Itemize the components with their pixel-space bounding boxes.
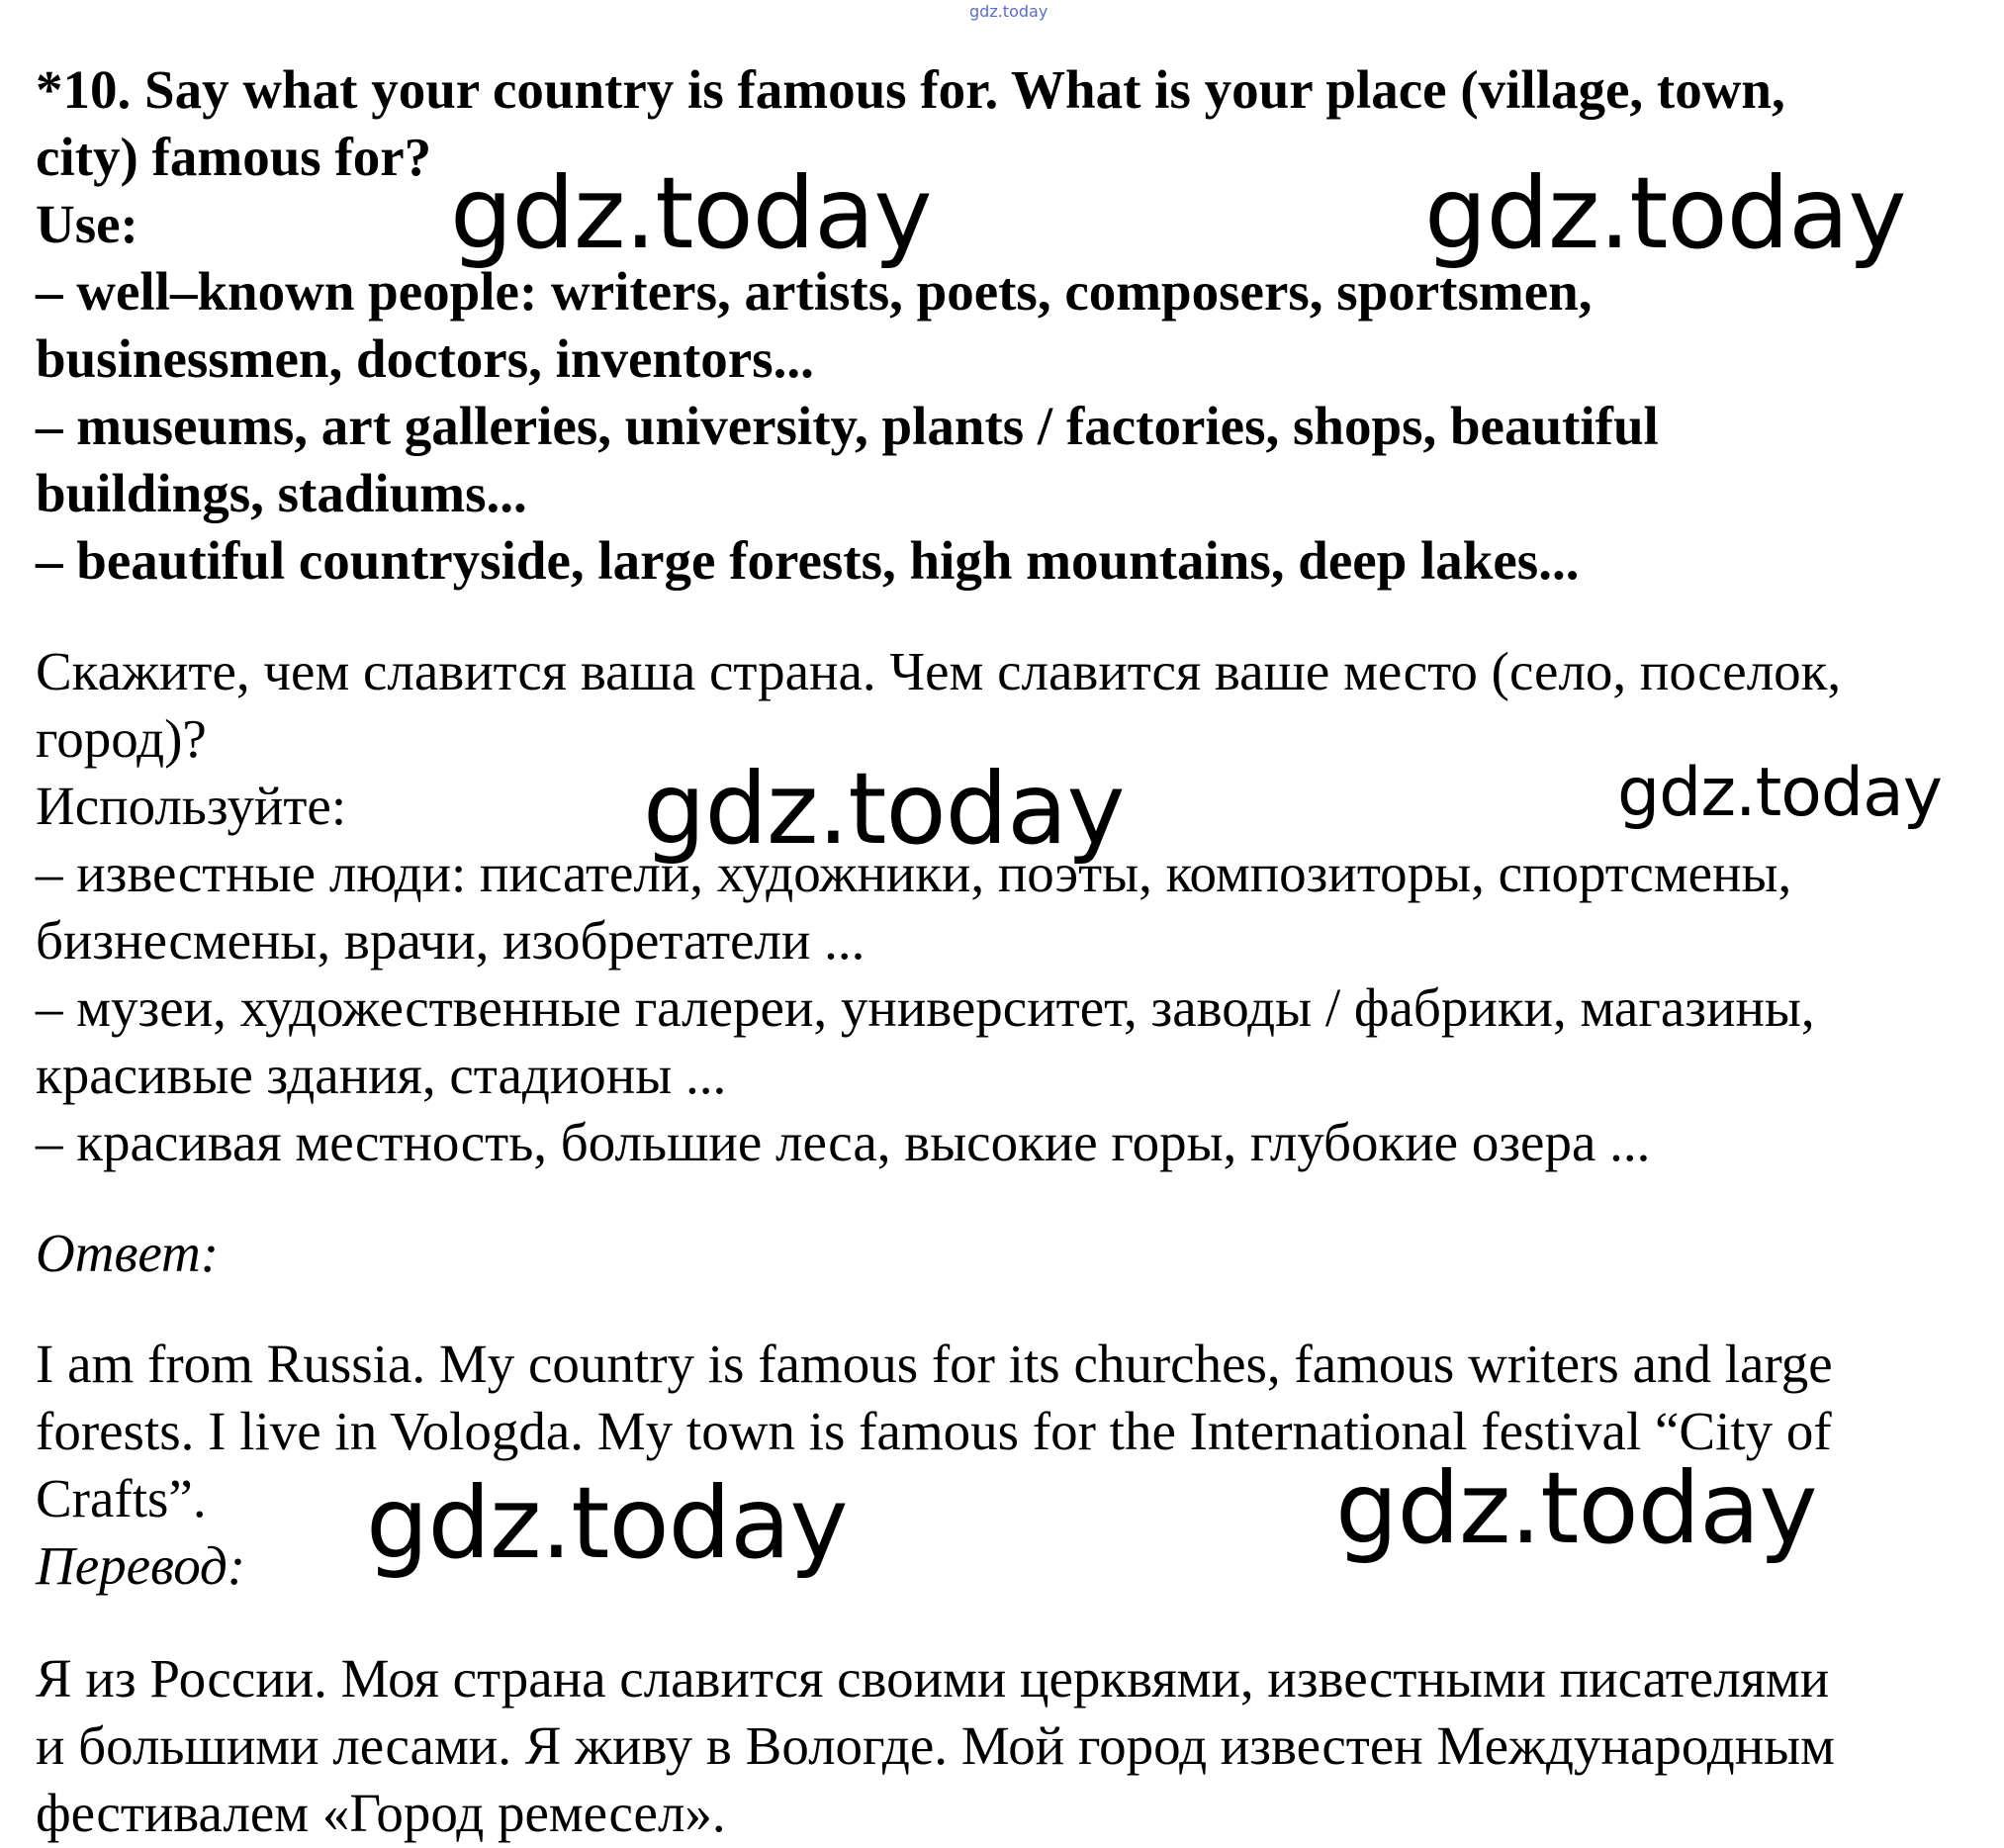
- translation-task-item-line: бизнесмены, врачи, изобретатели ...: [36, 910, 865, 970]
- answer-line: I am from Russia. My country is famous for its churches, famous writers and large: [36, 1334, 1833, 1394]
- task-item-line: buildings, stadiums...: [36, 463, 527, 523]
- translation-task-line-2: город)?: [36, 708, 207, 769]
- watermark: gdz.today: [450, 155, 932, 271]
- task-use-label: Use:: [36, 194, 138, 254]
- watermark-top: gdz.today: [969, 2, 1048, 21]
- task-item-line: – beautiful countryside, large forests, high mountains, deep lakes...: [36, 530, 1580, 591]
- watermark: gdz.today: [1424, 155, 1906, 271]
- task-item-line: – well–known people: writers, artists, poets, composers, sportsmen,: [36, 261, 1593, 322]
- task-item-line: businessmen, doctors, inventors...: [36, 328, 814, 389]
- answer-label: Ответ:: [36, 1223, 220, 1283]
- watermark: gdz.today: [366, 1465, 848, 1581]
- translation-task-item-line: – известные люди: писатели, художники, поэты, композиторы, спортсмены,: [36, 843, 1792, 903]
- translation-line: и большими лесами. Я живу в Вологде. Мой город известен Международным: [36, 1715, 1835, 1776]
- translation-task-item-line: красивые здания, стадионы ...: [36, 1045, 727, 1105]
- task-item-line: – museums, art galleries, university, plants / factories, shops, beautiful: [36, 396, 1659, 456]
- task-heading-line-2: city) famous for?: [36, 127, 432, 187]
- watermark: gdz.today: [643, 751, 1125, 867]
- translation-task-item-line: – красивая местность, большие леса, высокие горы, глубокие озера ...: [36, 1112, 1651, 1172]
- watermark: gdz.today: [1335, 1450, 1817, 1566]
- translation-task-line-1: Скажите, чем славится ваша страна. Чем славится ваше место (село, поселок,: [36, 641, 1842, 701]
- translation-label: Перевод:: [36, 1535, 246, 1596]
- task-heading-line-1: *10. Say what your country is famous for. What is your place (village, town,: [36, 59, 1785, 120]
- translation-line: Я из России. Моя страна славится своими церквями, известными писателями: [36, 1648, 1830, 1709]
- translation-task-use-label: Используйте:: [36, 776, 347, 836]
- translation-line: фестивалем «Город ремесел».: [36, 1783, 726, 1843]
- answer-line: Crafts”.: [36, 1468, 207, 1528]
- watermark: gdz.today: [1617, 754, 1942, 832]
- translation-task-item-line: – музеи, художественные галереи, университет, заводы / фабрики, магазины,: [36, 977, 1815, 1038]
- answer-line: forests. I live in Vologda. My town is famous for the International festival “City of: [36, 1401, 1832, 1461]
